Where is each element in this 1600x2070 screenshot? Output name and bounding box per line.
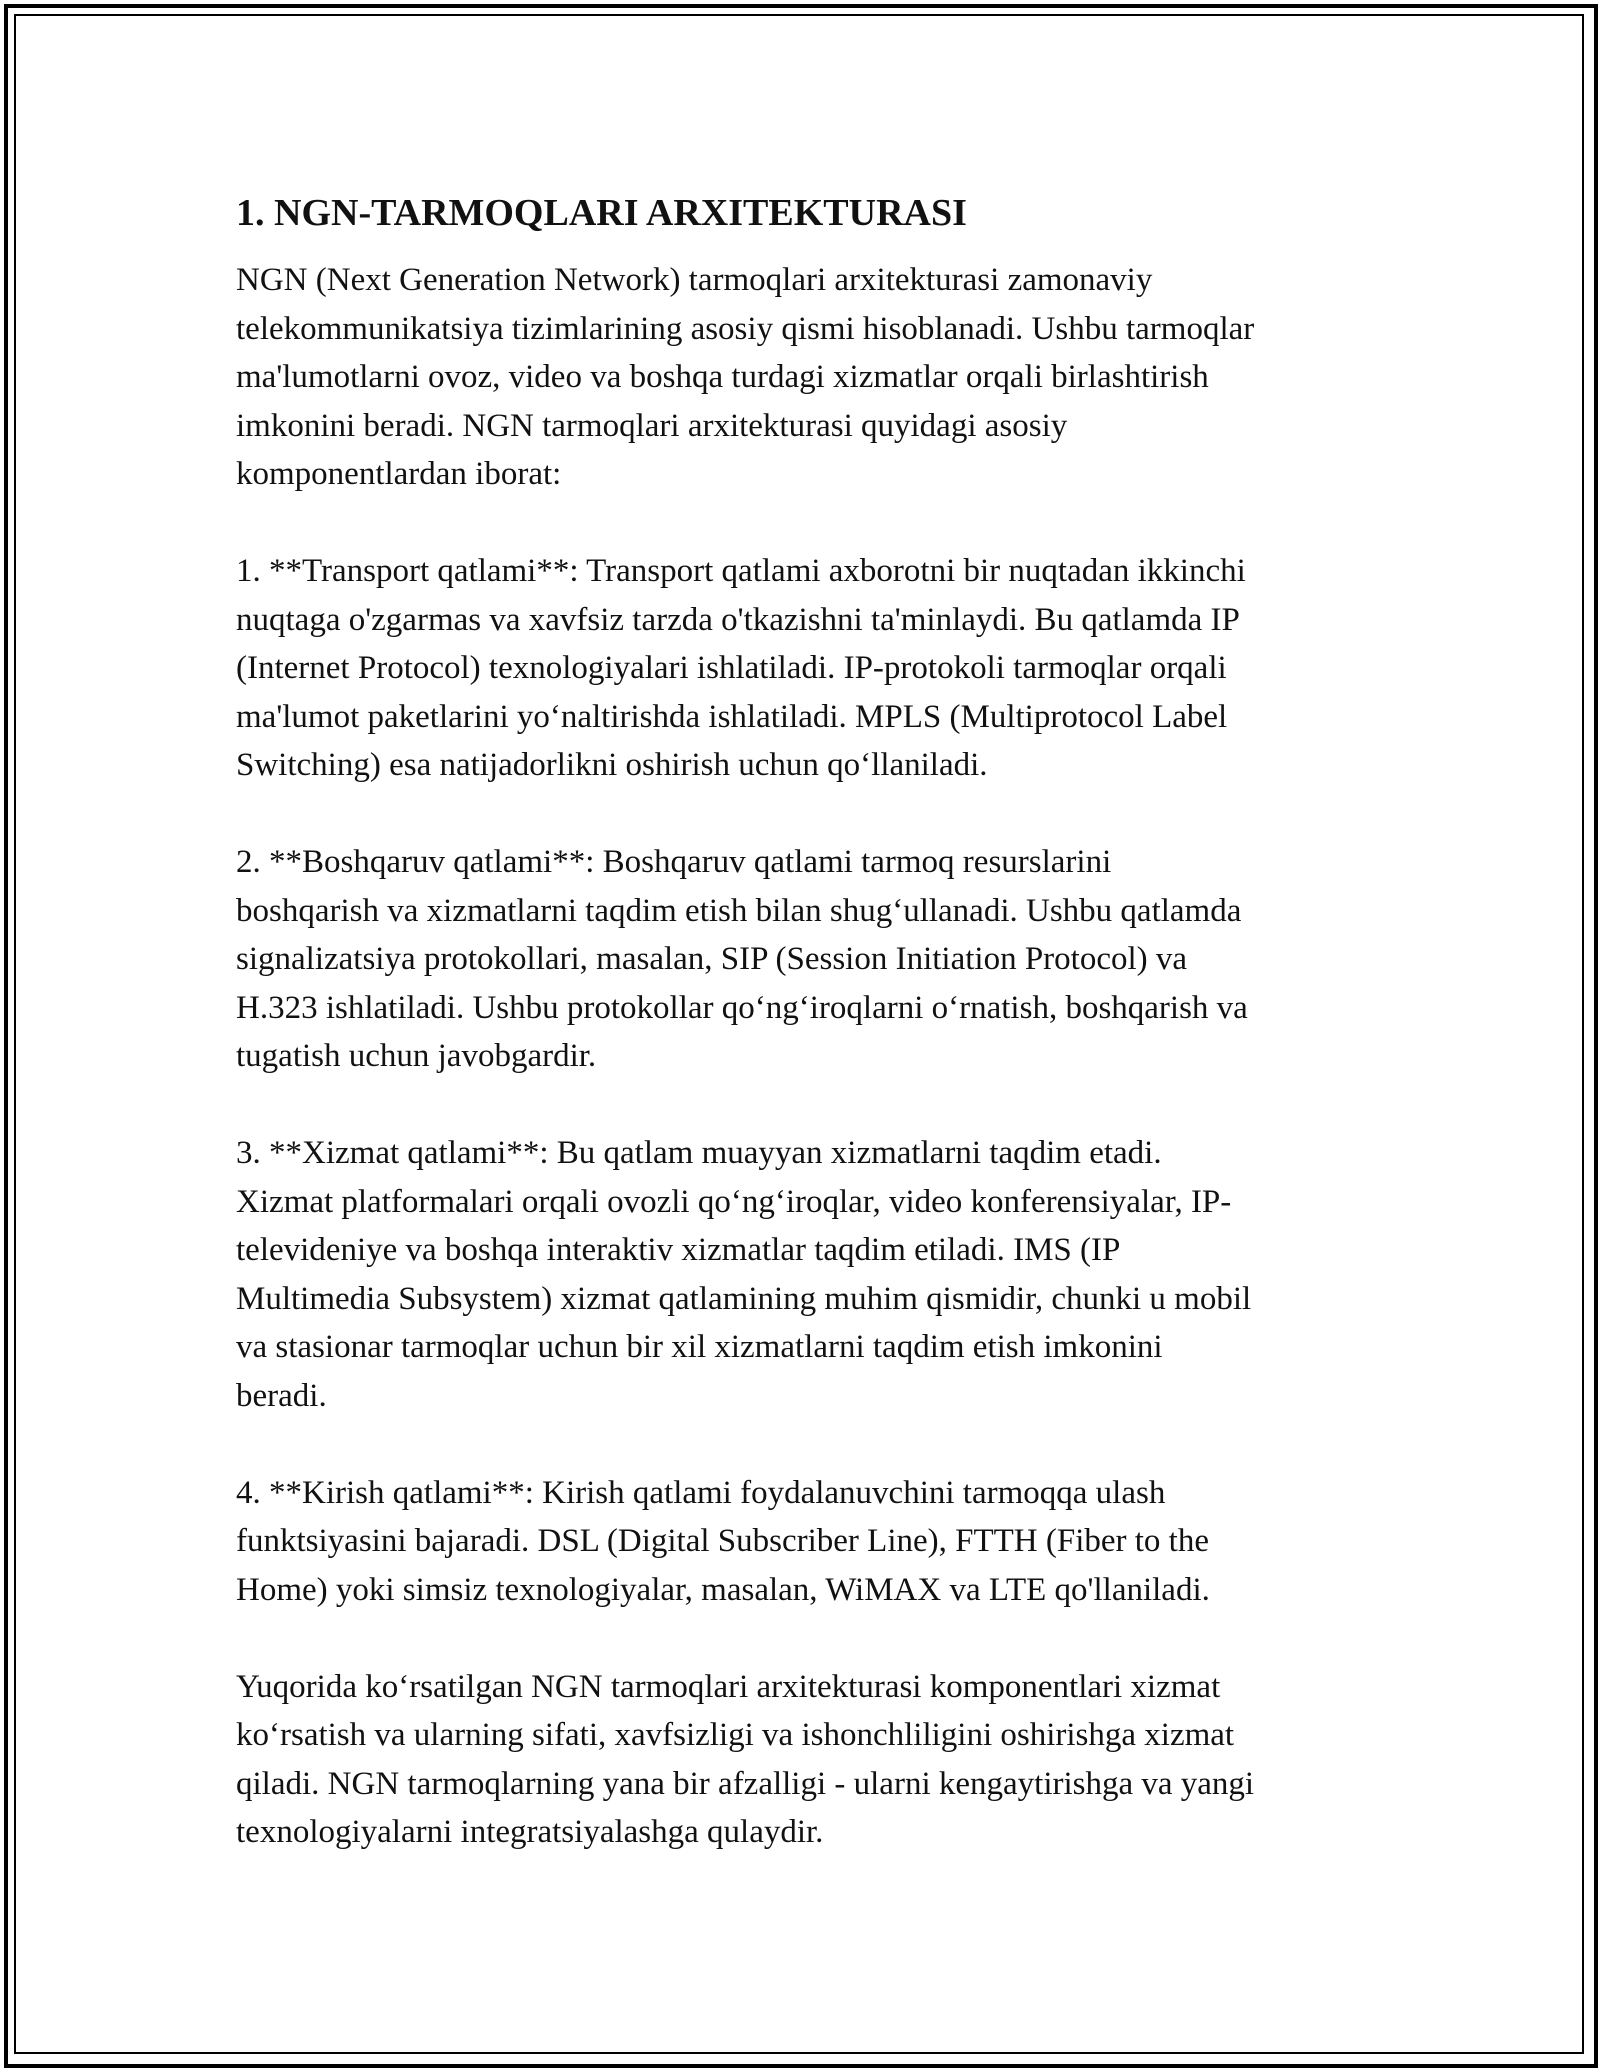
paragraph-line: Switching) esa natijadorlikni oshirish uchun qo‘llaniladi.: [236, 747, 988, 783]
paragraph: [236, 1129, 1376, 1420]
paragraph-line: NGN (Next Generation Network) tarmoqlari arxitekturasi zamonaviy: [236, 262, 1153, 298]
paragraph-line: H.323 ishlatiladi. Ushbu protokollar qo‘ng‘iroqlarni o‘rnatish, boshqarish va: [236, 989, 1248, 1026]
paragraph-line: 4. **Kirish qatlami**: Kirish qatlami foydalanuvchini tarmoqqa ulash: [236, 1474, 1166, 1511]
paragraph-line: ko‘rsatish va ularning sifati, xavfsizligi va ishonchliligini oshirishga xizmat: [236, 1717, 1235, 1753]
paragraph-line: Multimedia Subsystem) xizmat qatlamining muhim qismidir, chunki u mobil: [236, 1280, 1252, 1317]
paragraph: [236, 1469, 1376, 1615]
paragraph-line: boshqarish va xizmatlarni taqdim etish bilan shug‘ullanadi. Ushbu qatlamda: [236, 892, 1242, 929]
document-title: 1. NGN-TARMOQLARI ARXITEKTURASI: [236, 192, 967, 234]
paragraph-list: [236, 256, 1376, 1857]
paragraph-line: qiladi. NGN tarmoqlarning yana bir afzalligi - ularni kengaytirishga va yangi: [236, 1765, 1255, 1802]
paragraph-line: ma'lumotlarni ovoz, video va boshqa turdagi xizmatlar orqali birlashtirish: [236, 359, 1209, 395]
paragraph-line: funktsiyasini bajaradi. DSL (Digital Subscriber Line), FTTH (Fiber to the: [236, 1523, 1210, 1559]
paragraph-line: texnologiyalarni integratsiyalashga qulaydir.: [236, 1814, 824, 1850]
paragraph: [236, 1663, 1376, 1857]
document-body: [236, 188, 1376, 1905]
paragraph: [236, 838, 1376, 1081]
paragraph-line: 1. **Transport qatlami**: Transport qatlami axborotni bir nuqtadan ikkinchi: [236, 553, 1246, 589]
paragraph: [236, 256, 1376, 499]
paragraph-line: imkonini beradi. NGN tarmoqlari arxitekturasi quyidagi asosiy: [236, 407, 1068, 444]
paragraph-line: tugatish uchun javobgardir.: [236, 1038, 597, 1074]
paragraph-line: telekommunikatsiya tizimlarining asosiy qismi hisoblanadi. Ushbu tarmoqlar: [236, 310, 1255, 347]
paragraph-line: komponentlardan iborat:: [236, 456, 562, 492]
paragraph-line: Yuqorida ko‘rsatilgan NGN tarmoqlari arxitekturasi komponentlari xizmat: [236, 1668, 1221, 1705]
paragraph-line: televideniye va boshqa interaktiv xizmatlar taqdim etiladi. IMS (IP: [236, 1232, 1121, 1268]
paragraph-line: 3. **Xizmat qatlami**: Bu qatlam muayyan xizmatlarni taqdim etadi.: [236, 1135, 1162, 1171]
paragraph-line: Home) yoki simsiz texnologiyalar, masalan, WiMAX va LTE qo'llaniladi.: [236, 1571, 1210, 1608]
paragraph-line: Xizmat platformalari orqali ovozli qo‘ng‘iroqlar, video konferensiyalar, IP-: [236, 1183, 1232, 1220]
paragraph-line: va stasionar tarmoqlar uchun bir xil xizmatlarni taqdim etish imkonini: [236, 1329, 1163, 1365]
paragraph-line: signalizatsiya protokollari, masalan, SIP (Session Initiation Protocol) va: [236, 941, 1188, 977]
paragraph: [236, 547, 1376, 790]
paragraph-line: nuqtaga o'zgarmas va xavfsiz tarzda o'tkazishni ta'minlaydi. Bu qatlamda IP: [236, 601, 1240, 638]
paragraph-line: 2. **Boshqaruv qatlami**: Boshqaruv qatlami tarmoq resurslarini: [236, 844, 1112, 880]
paragraph-line: ma'lumot paketlarini yo‘naltirishda ishlatiladi. MPLS (Multiprotocol Label: [236, 698, 1228, 735]
paragraph-line: beradi.: [236, 1377, 327, 1414]
paragraph-line: (Internet Protocol) texnologiyalari ishlatiladi. IP-protokoli tarmoqlar orqali: [236, 650, 1227, 686]
